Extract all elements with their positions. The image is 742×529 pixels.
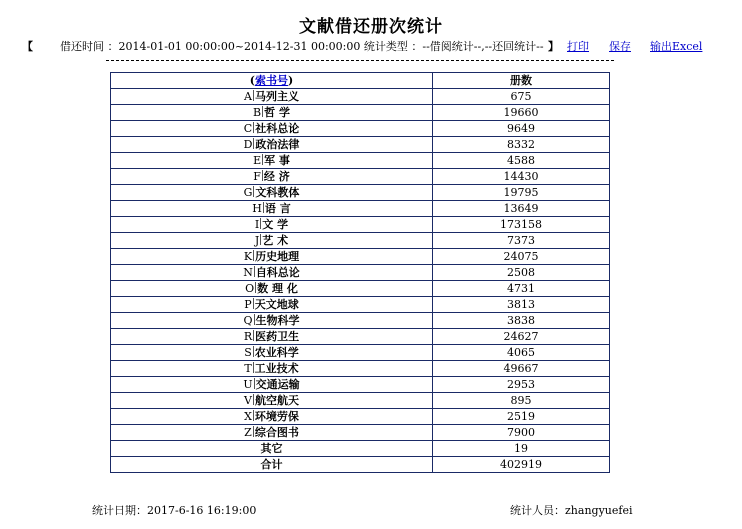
count-cell: 19795 [433,185,610,201]
category-cell [111,377,433,393]
category-code: J [254,234,260,247]
category-name: 农业科学 [254,346,299,359]
query-info-bar [0,38,742,54]
category-cell [111,169,433,185]
category-cell [111,153,433,169]
count-cell: 14430 [433,169,610,185]
table-row [111,185,610,201]
info-left-bracket: 【 [22,40,33,53]
other-row-label: 其它 [111,441,433,457]
category-code: S [244,346,252,359]
statistics-date: 统计日期：2017-6-16 16:19:00 [92,504,257,517]
statistics-person: 统计人员：zhangyuefei [510,504,633,517]
category-name: 军 事 [264,154,290,167]
category-cell [111,361,433,377]
cell-separator [262,106,263,117]
table-row [111,249,610,265]
category-code: H [252,202,262,215]
total-row [111,457,610,473]
count-cell: 173158 [433,217,610,233]
table-row [111,329,610,345]
info-right-bracket: 】 [548,40,559,53]
category-code: V [244,394,252,407]
count-cell: 3813 [433,297,610,313]
cell-separator [253,362,254,373]
category-cell [111,329,433,345]
statistics-table [110,72,610,473]
cell-separator [263,202,264,213]
category-name: 语 言 [264,202,291,215]
cell-separator [262,170,263,181]
table-row [111,281,610,297]
category-code: C [243,122,253,135]
page-title: 文献借还册次统计 [299,17,443,37]
category-name: 医药卫生 [255,330,300,343]
cell-separator [253,90,254,101]
category-code: B [253,106,262,119]
header-call-number [111,73,433,89]
category-name: 社科总论 [255,122,300,135]
count-cell: 8332 [433,137,610,153]
category-code: K [243,250,253,263]
category-name: 数 理 化 [257,282,298,295]
category-name: 自科总论 [255,266,300,279]
category-cell [111,137,433,153]
query-criteria-text: 借还时间 ：2014-01-01 00:00:00~2014-12-31 00:00:00 统计类型 ：--借阅统计--,--还回统计-- [60,40,544,53]
category-name: 文科教体 [255,186,300,199]
category-cell [111,313,433,329]
category-cell [111,185,433,201]
category-name: 天文地球 [254,298,299,311]
table-row [111,169,610,185]
header-paren-close: ) [288,74,294,87]
category-name: 生物科学 [255,314,300,327]
category-code: T [244,362,252,375]
category-code: D [243,138,253,151]
category-cell [111,233,433,249]
count-cell: 24627 [433,329,610,345]
cell-separator [253,410,254,421]
table-row [111,121,610,137]
category-code: N [243,266,253,279]
category-code: P [244,298,252,311]
category-name: 哲 学 [264,106,290,119]
category-name: 历史地理 [255,250,300,263]
cell-separator [253,346,254,357]
total-row-label: 合计 [111,457,433,473]
category-cell [111,297,433,313]
count-cell: 19660 [433,105,610,121]
count-cell: 3838 [433,313,610,329]
table-row [111,409,610,425]
category-name: 马列主义 [254,90,299,103]
table-row [111,217,610,233]
category-name: 综合图书 [254,426,299,439]
count-cell: 24075 [433,249,610,265]
category-name: 航空航天 [254,394,299,407]
count-cell: 675 [433,89,610,105]
cell-separator [254,314,255,325]
category-cell [111,249,433,265]
category-cell [111,409,433,425]
other-row [111,441,610,457]
header-count: 册数 [433,73,610,89]
category-code: I [254,218,260,231]
category-code: X [244,410,252,423]
category-code: F [253,170,261,183]
category-code: R [243,330,253,343]
category-cell [111,281,433,297]
count-cell: 4065 [433,345,610,361]
table-row [111,361,610,377]
category-code: A [244,90,252,103]
category-cell [111,105,433,121]
table-row [111,425,610,441]
category-code: G [243,186,253,199]
print-link[interactable]: 打印 [567,40,589,53]
category-cell [111,425,433,441]
count-cell: 9649 [433,121,610,137]
total-row-count: 402919 [433,457,610,473]
table-header-row [111,73,610,89]
count-cell: 895 [433,393,610,409]
cell-separator [253,330,254,341]
table-row [111,393,610,409]
category-code: U [243,378,253,391]
category-cell [111,393,433,409]
category-cell [111,201,433,217]
table-row [111,105,610,121]
count-cell: 4731 [433,281,610,297]
table-row [111,297,610,313]
table-row [111,137,610,153]
category-name: 工业技术 [254,362,299,375]
category-name: 经 济 [263,170,290,183]
cell-separator [254,378,255,389]
save-link[interactable]: 保存 [609,40,631,53]
count-cell: 7373 [433,233,610,249]
cell-separator [253,426,254,437]
table-row [111,201,610,217]
export-excel-link[interactable]: 输出Excel [650,40,703,53]
category-cell [111,345,433,361]
category-name: 政治法律 [255,138,300,151]
count-cell: 2519 [433,409,610,425]
count-cell: 7900 [433,425,610,441]
category-code: O [245,282,255,295]
count-cell: 2953 [433,377,610,393]
other-row-count: 19 [433,441,610,457]
cell-separator [253,298,254,309]
category-name: 环境劳保 [254,410,299,423]
dashed-divider [106,60,614,61]
table-row [111,313,610,329]
sort-by-call-number-link[interactable]: 索书号 [255,74,288,87]
table-row [111,377,610,393]
table-row [111,265,610,281]
table-row [111,89,610,105]
count-cell: 2508 [433,265,610,281]
cell-separator [253,250,254,261]
category-cell [111,265,433,281]
category-cell [111,121,433,137]
table-row [111,153,610,169]
category-name: 艺 术 [262,234,289,247]
cell-separator [254,266,255,277]
category-cell [111,89,433,105]
table-row [111,345,610,361]
category-code: Z [244,426,252,439]
cell-separator [253,394,254,405]
cell-separator [262,154,263,165]
category-name: 文 学 [262,218,289,231]
category-code: E [253,154,262,167]
header-paren-open: ( [249,74,255,87]
count-cell: 13649 [433,201,610,217]
category-cell [111,217,433,233]
count-cell: 49667 [433,361,610,377]
category-name: 交通运输 [255,378,300,391]
category-code: Q [243,314,253,327]
count-cell: 4588 [433,153,610,169]
table-row [111,233,610,249]
